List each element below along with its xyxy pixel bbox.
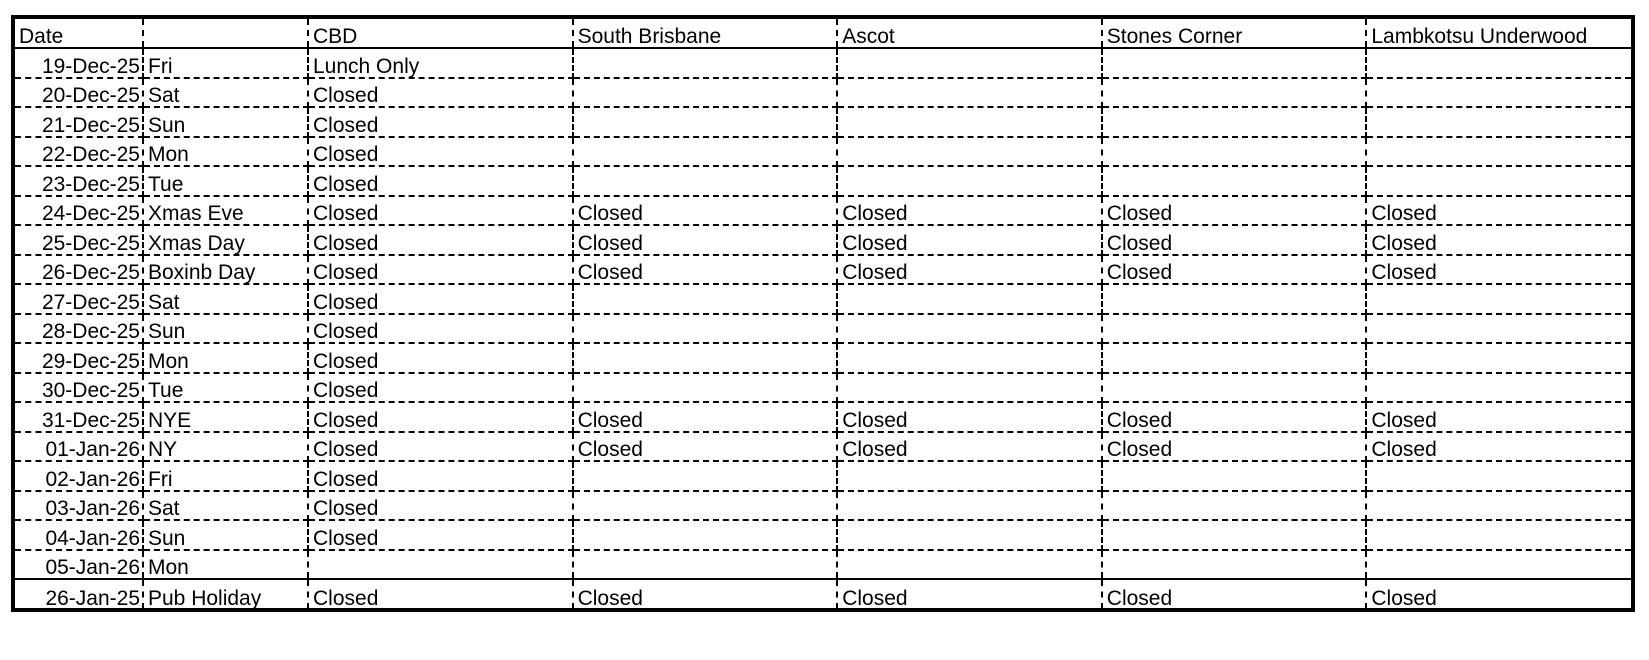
ascot-cell[interactable] (837, 314, 1102, 344)
ascot-cell[interactable]: Closed (837, 432, 1102, 462)
ascot-cell[interactable] (837, 461, 1102, 491)
south-brisbane-cell[interactable] (573, 314, 838, 344)
stones-corner-cell[interactable]: Closed (1102, 225, 1367, 255)
south-brisbane-cell[interactable]: Closed (573, 402, 838, 432)
table-row (15, 520, 1631, 550)
date-cell[interactable]: 02-Jan-26 (15, 461, 143, 491)
date-cell[interactable]: 20-Dec-25 (15, 78, 143, 108)
day-cell[interactable]: Boxinb Day (143, 255, 308, 285)
cbd-cell[interactable]: Closed (308, 255, 573, 285)
stones-corner-cell[interactable] (1102, 373, 1367, 403)
date-cell[interactable]: 31-Dec-25 (15, 402, 143, 432)
stones-corner-cell[interactable] (1102, 48, 1367, 78)
day-cell[interactable]: Sun (143, 314, 308, 344)
lambkotsu-underwood-cell[interactable] (1366, 491, 1631, 521)
date-cell[interactable]: 29-Dec-25 (15, 343, 143, 373)
day-cell[interactable]: Sun (143, 107, 308, 137)
day-cell[interactable]: Xmas Day (143, 225, 308, 255)
stones-corner-cell[interactable]: Closed (1102, 579, 1367, 609)
lambkotsu-underwood-cell[interactable]: Closed (1366, 225, 1631, 255)
cbd-cell[interactable]: Closed (308, 579, 573, 609)
table-row (15, 402, 1631, 432)
day-cell[interactable]: Xmas Eve (143, 196, 308, 226)
ascot-cell[interactable]: Closed (837, 255, 1102, 285)
date-cell[interactable]: 03-Jan-26 (15, 491, 143, 521)
south-brisbane-cell[interactable] (573, 520, 838, 550)
date-cell[interactable]: 25-Dec-25 (15, 225, 143, 255)
stones-corner-cell[interactable] (1102, 107, 1367, 137)
ascot-cell[interactable] (837, 550, 1102, 580)
table-row (15, 225, 1631, 255)
cbd-cell[interactable]: Closed (308, 166, 573, 196)
table-row (15, 491, 1631, 521)
date-cell[interactable]: 21-Dec-25 (15, 107, 143, 137)
table-row (15, 343, 1631, 373)
south-brisbane-cell[interactable] (573, 78, 838, 108)
ascot-cell[interactable] (837, 107, 1102, 137)
cbd-cell[interactable]: Closed (308, 402, 573, 432)
date-cell[interactable]: 01-Jan-26 (15, 432, 143, 462)
date-cell[interactable]: 30-Dec-25 (15, 373, 143, 403)
day-cell[interactable]: Tue (143, 373, 308, 403)
stones-corner-cell[interactable] (1102, 550, 1367, 580)
day-cell[interactable]: Mon (143, 137, 308, 167)
ascot-cell[interactable] (837, 284, 1102, 314)
lambkotsu-underwood-cell[interactable]: Closed (1366, 402, 1631, 432)
header-cbd[interactable]: CBD (308, 19, 573, 48)
lambkotsu-underwood-cell[interactable] (1366, 48, 1631, 78)
table-row (15, 166, 1631, 196)
ascot-cell[interactable] (837, 491, 1102, 521)
date-cell[interactable]: 27-Dec-25 (15, 284, 143, 314)
day-cell[interactable]: NY (143, 432, 308, 462)
lambkotsu-underwood-cell[interactable] (1366, 550, 1631, 580)
stones-corner-cell[interactable] (1102, 137, 1367, 167)
south-brisbane-cell[interactable] (573, 550, 838, 580)
ascot-cell[interactable] (837, 137, 1102, 167)
day-cell[interactable]: NYE (143, 402, 308, 432)
stones-corner-cell[interactable] (1102, 520, 1367, 550)
header-day[interactable] (143, 19, 308, 48)
stones-corner-cell[interactable] (1102, 461, 1367, 491)
header-lambkotsu-underwood[interactable]: Lambkotsu Underwood (1366, 19, 1631, 48)
lambkotsu-underwood-cell[interactable] (1366, 107, 1631, 137)
lambkotsu-underwood-cell[interactable] (1366, 78, 1631, 108)
day-cell[interactable]: Fri (143, 48, 308, 78)
lambkotsu-underwood-cell[interactable] (1366, 284, 1631, 314)
day-cell[interactable]: Tue (143, 166, 308, 196)
date-cell[interactable]: 26-Dec-25 (15, 255, 143, 285)
south-brisbane-cell[interactable] (573, 48, 838, 78)
day-cell[interactable]: Pub Holiday (143, 579, 308, 609)
ascot-cell[interactable] (837, 48, 1102, 78)
cbd-cell[interactable]: Closed (308, 107, 573, 137)
table-row (15, 550, 1631, 580)
ascot-cell[interactable]: Closed (837, 579, 1102, 609)
stones-corner-cell[interactable]: Closed (1102, 196, 1367, 226)
south-brisbane-cell[interactable] (573, 284, 838, 314)
date-cell[interactable]: 26-Jan-25 (15, 579, 143, 609)
date-cell[interactable]: 19-Dec-25 (15, 48, 143, 78)
date-cell[interactable]: 24-Dec-25 (15, 196, 143, 226)
day-cell[interactable]: Sat (143, 78, 308, 108)
table-row (15, 314, 1631, 344)
cbd-cell[interactable]: Closed (308, 520, 573, 550)
date-cell[interactable]: 22-Dec-25 (15, 137, 143, 167)
holiday-hours-table (15, 19, 1631, 609)
day-cell[interactable]: Sat (143, 491, 308, 521)
south-brisbane-cell[interactable]: Closed (573, 196, 838, 226)
ascot-cell[interactable]: Closed (837, 402, 1102, 432)
lambkotsu-underwood-cell[interactable] (1366, 314, 1631, 344)
cbd-cell[interactable]: Closed (308, 225, 573, 255)
table-row (15, 78, 1631, 108)
date-cell[interactable]: 23-Dec-25 (15, 166, 143, 196)
south-brisbane-cell[interactable] (573, 166, 838, 196)
ascot-cell[interactable]: Closed (837, 225, 1102, 255)
lambkotsu-underwood-cell[interactable]: Closed (1366, 579, 1631, 609)
cbd-cell[interactable]: Closed (308, 461, 573, 491)
table-row (15, 196, 1631, 226)
lambkotsu-underwood-cell[interactable]: Closed (1366, 255, 1631, 285)
header-row (15, 19, 1631, 48)
header-south-brisbane[interactable]: South Brisbane (573, 19, 838, 48)
cbd-cell[interactable]: Closed (308, 314, 573, 344)
day-cell[interactable]: Sat (143, 284, 308, 314)
cbd-cell[interactable]: Closed (308, 137, 573, 167)
cbd-cell[interactable]: Closed (308, 432, 573, 462)
cbd-cell[interactable]: Lunch Only (308, 48, 573, 78)
ascot-cell[interactable] (837, 520, 1102, 550)
ascot-cell[interactable] (837, 373, 1102, 403)
south-brisbane-cell[interactable]: Closed (573, 579, 838, 609)
south-brisbane-cell[interactable] (573, 343, 838, 373)
stones-corner-cell[interactable] (1102, 78, 1367, 108)
cbd-cell[interactable]: Closed (308, 196, 573, 226)
stones-corner-cell[interactable]: Closed (1102, 402, 1367, 432)
stones-corner-cell[interactable] (1102, 166, 1367, 196)
cbd-cell[interactable]: Closed (308, 284, 573, 314)
lambkotsu-underwood-cell[interactable] (1366, 343, 1631, 373)
holiday-hours-sheet (11, 15, 1635, 612)
stones-corner-cell[interactable]: Closed (1102, 255, 1367, 285)
south-brisbane-cell[interactable] (573, 107, 838, 137)
table-row (15, 48, 1631, 78)
stones-corner-cell[interactable] (1102, 343, 1367, 373)
ascot-cell[interactable] (837, 343, 1102, 373)
day-cell[interactable]: Mon (143, 343, 308, 373)
table-row (15, 461, 1631, 491)
ascot-cell[interactable] (837, 166, 1102, 196)
ascot-cell[interactable] (837, 78, 1102, 108)
day-cell[interactable]: Sun (143, 520, 308, 550)
table-row (15, 107, 1631, 137)
header-stones-corner[interactable]: Stones Corner (1102, 19, 1367, 48)
lambkotsu-underwood-cell[interactable] (1366, 137, 1631, 167)
cbd-cell[interactable] (308, 550, 573, 580)
header-date[interactable]: Date (15, 19, 143, 48)
south-brisbane-cell[interactable]: Closed (573, 432, 838, 462)
lambkotsu-underwood-cell[interactable]: Closed (1366, 196, 1631, 226)
south-brisbane-cell[interactable] (573, 373, 838, 403)
table-row (15, 284, 1631, 314)
lambkotsu-underwood-cell[interactable] (1366, 520, 1631, 550)
cbd-cell[interactable]: Closed (308, 373, 573, 403)
table-row (15, 137, 1631, 167)
stones-corner-cell[interactable] (1102, 491, 1367, 521)
stones-corner-cell[interactable] (1102, 314, 1367, 344)
cbd-cell[interactable]: Closed (308, 343, 573, 373)
table-row (15, 579, 1631, 609)
table-row (15, 432, 1631, 462)
cbd-cell[interactable]: Closed (308, 491, 573, 521)
header-ascot[interactable]: Ascot (837, 19, 1102, 48)
stones-corner-cell[interactable]: Closed (1102, 432, 1367, 462)
table-row (15, 373, 1631, 403)
lambkotsu-underwood-cell[interactable] (1366, 373, 1631, 403)
day-cell[interactable]: Mon (143, 550, 308, 580)
ascot-cell[interactable]: Closed (837, 196, 1102, 226)
day-cell[interactable]: Fri (143, 461, 308, 491)
lambkotsu-underwood-cell[interactable]: Closed (1366, 432, 1631, 462)
date-cell[interactable]: 04-Jan-26 (15, 520, 143, 550)
south-brisbane-cell[interactable] (573, 137, 838, 167)
lambkotsu-underwood-cell[interactable] (1366, 461, 1631, 491)
lambkotsu-underwood-cell[interactable] (1366, 166, 1631, 196)
south-brisbane-cell[interactable]: Closed (573, 255, 838, 285)
cbd-cell[interactable]: Closed (308, 78, 573, 108)
date-cell[interactable]: 05-Jan-26 (15, 550, 143, 580)
south-brisbane-cell[interactable]: Closed (573, 225, 838, 255)
date-cell[interactable]: 28-Dec-25 (15, 314, 143, 344)
south-brisbane-cell[interactable] (573, 461, 838, 491)
table-row (15, 255, 1631, 285)
stones-corner-cell[interactable] (1102, 284, 1367, 314)
south-brisbane-cell[interactable] (573, 491, 838, 521)
